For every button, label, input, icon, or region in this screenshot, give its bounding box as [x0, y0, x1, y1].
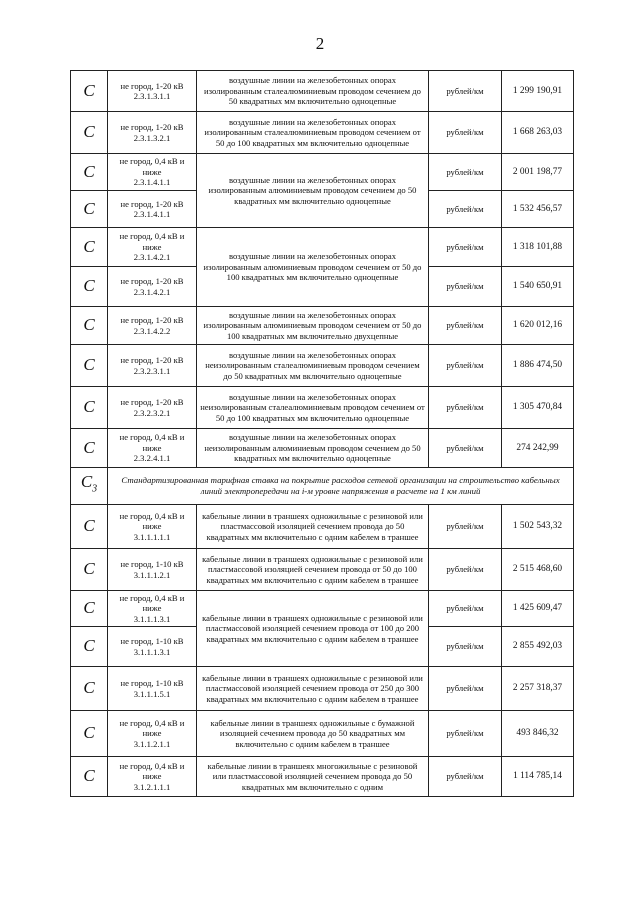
description: кабельные линии в траншеях одножильные с резиновой или пластмассовой изоляцией сечением провода от 100 до 200 квадратных мм включительно с одним кабелем в траншее	[197, 591, 429, 667]
rate-code: 2.3.1.3.1.1	[133, 91, 171, 101]
rate-symbol: C	[71, 267, 108, 307]
unit: рублей/км	[429, 112, 502, 154]
voltage-level: не город, 1-20 кВ	[120, 355, 184, 366]
voltage-level-cell	[108, 154, 197, 191]
rate-code: 2.3.2.3.2.1	[133, 407, 171, 418]
voltage-level: не город, 1-20 кВ	[120, 122, 184, 133]
description: кабельные линии в траншеях одножильные с резиновой или пластмассовой изоляцией сечением провода от 50 до 100 квадратных мм включительно с одним кабелем в траншее	[197, 549, 429, 591]
voltage-level: не город, 0,4 кВ и ниже	[119, 592, 185, 614]
voltage-level: не город, 1-20 кВ	[120, 80, 184, 91]
unit: рублей/км	[429, 505, 502, 549]
table-row	[71, 505, 574, 549]
section-symbol-letter: C	[80, 472, 93, 492]
rate-code: 3.1.2.1.1.1	[133, 781, 171, 792]
unit: рублей/км	[429, 667, 502, 711]
rate-value: 1 886 474,50	[502, 345, 574, 387]
rate-code: 2.3.1.4.2.1	[133, 286, 171, 297]
voltage-level: не город, 0,4 кВ и ниже	[119, 231, 185, 252]
rate-value: 1 502 543,32	[502, 505, 574, 549]
voltage-level: не город, 1-20 кВ	[120, 276, 184, 287]
unit: рублей/км	[429, 627, 502, 667]
table-row	[71, 112, 574, 154]
description: воздушные линии на железобетонных опорах неизолированным сталеалюминиевым проводом сечением от 50 до 100 квадратных мм включительно одноцепные	[197, 387, 429, 429]
description: воздушные линии на железобетонных опорах неизолированным сталеалюминиевым проводом сечением до 50 квадратных мм включительно одноцепные	[197, 345, 429, 387]
description: кабельные линии в траншеях многожильные с резиновой или пластмассовой изоляцией сечением провода до 50 квадратных мм включительно с одним	[197, 757, 429, 797]
voltage-level-cell	[108, 429, 197, 468]
table-row	[71, 711, 574, 757]
unit: рублей/км	[429, 71, 502, 112]
voltage-level: не город, 0,4 кВ и ниже	[119, 510, 185, 532]
unit: рублей/км	[429, 154, 502, 191]
rate-symbol: C	[71, 667, 108, 711]
voltage-level-cell	[108, 191, 197, 228]
rate-symbol: C	[71, 112, 108, 154]
rate-code: 3.1.1.1.5.1	[133, 688, 171, 699]
description: воздушные линии на железобетонных опорах изолированным сталеалюминиевым проводом сечением до 50 квадратных мм включительно одноцепные	[197, 71, 429, 112]
section-symbol-subscript: 3	[92, 483, 98, 495]
voltage-level-cell	[108, 627, 197, 667]
rate-value: 1 540 650,91	[502, 267, 574, 307]
voltage-level: не город, 0,4 кВ и ниже	[119, 717, 185, 739]
description: воздушные линии на железобетонных опорах изолированным алюминиевым проводом сечением от 50 до 100 квадратных мм включительно одноцепные	[197, 228, 429, 307]
table-row	[71, 549, 574, 591]
description: воздушные линии на железобетонных опорах изолированным сталеалюминиевым проводом сечением от 50 до 100 квадратных мм включительно одноцепные	[197, 112, 429, 154]
unit: рублей/км	[429, 228, 502, 267]
table-row	[71, 591, 574, 627]
description: кабельные линии в траншеях одножильные с бумажной изоляцией сечением провода до 50 квадратных мм включительно с одним кабелем в траншее	[197, 711, 429, 757]
description: воздушные линии на железобетонных опорах изолированным алюминиевым проводом сечением от 50 до 100 квадратных мм включительно двухцепные	[197, 307, 429, 345]
section-title: Стандартизированная тарифная ставка на покрытие расходов сетевой организации на строительство кабельных линий электропередачи на i-м уровне напряжения в расчете на 1 км линий	[108, 468, 574, 505]
rate-value: 1 668 263,03	[502, 112, 574, 154]
voltage-level: не город, 0,4 кВ и ниже	[119, 432, 185, 453]
table-row	[71, 228, 574, 267]
voltage-level: не город, 0,4 кВ и ниже	[119, 760, 185, 782]
table-row	[71, 154, 574, 191]
rate-symbol: C	[71, 627, 108, 667]
rate-value: 2 855 492,03	[502, 627, 574, 667]
page-number: 2	[315, 34, 325, 53]
rate-symbol: C	[71, 228, 108, 267]
tariff-table	[70, 70, 574, 797]
unit: рублей/км	[429, 549, 502, 591]
voltage-level-cell	[108, 667, 197, 711]
rate-code: 2.3.1.4.2.1	[133, 252, 171, 263]
rate-code: 2.3.1.4.1.1	[133, 177, 171, 188]
table-row	[71, 71, 574, 112]
rate-code: 2.3.1.4.2.2	[133, 325, 171, 336]
voltage-level: не город, 1-10 кВ	[120, 636, 184, 647]
description: воздушные линии на железобетонных опорах изолированным алюминиевым проводом сечением до 50 квадратных мм включительно одноцепные	[197, 154, 429, 228]
unit: рублей/км	[429, 387, 502, 429]
unit: рублей/км	[429, 711, 502, 757]
description: воздушные линии на железобетонных опорах неизолированным алюминиевым проводом сечением до 50 квадратных мм включительно одноцепные	[197, 429, 429, 468]
rate-symbol: C	[71, 387, 108, 429]
rate-symbol: C	[71, 757, 108, 797]
voltage-level: не город, 0,4 кВ и ниже	[119, 156, 185, 177]
voltage-level: не город, 1-10 кВ	[120, 678, 184, 689]
rate-symbol: C	[71, 591, 108, 627]
voltage-level-cell	[108, 345, 197, 387]
voltage-level-cell	[108, 757, 197, 797]
voltage-level-cell	[108, 505, 197, 549]
voltage-level-cell	[108, 228, 197, 267]
rate-code: 3.1.1.1.3.1	[133, 646, 171, 657]
description: кабельные линии в траншеях одножильные с резиновой или пластмассовой изоляцией сечением провода до 50 квадратных мм включительно с одним кабелем в траншее	[197, 505, 429, 549]
voltage-level-cell	[108, 267, 197, 307]
rate-value: 2 515 468,60	[502, 549, 574, 591]
unit: рублей/км	[429, 307, 502, 345]
rate-symbol: C	[71, 429, 108, 468]
voltage-level: не город, 1-10 кВ	[120, 559, 184, 570]
table-row	[71, 387, 574, 429]
rate-value: 1 532 456,57	[502, 191, 574, 228]
rate-symbol: C	[71, 345, 108, 387]
section-header-row	[71, 468, 574, 505]
voltage-level: не город, 1-20 кВ	[120, 315, 184, 326]
rate-value: 274 242,99	[502, 429, 574, 468]
rate-code: 3.1.1.1.1.1	[133, 531, 171, 542]
unit: рублей/км	[429, 345, 502, 387]
rate-symbol: C	[71, 191, 108, 228]
unit: рублей/км	[429, 267, 502, 307]
rate-symbol: C	[71, 711, 108, 757]
voltage-level-cell	[108, 71, 197, 112]
table-row	[71, 667, 574, 711]
rate-symbol: C	[71, 505, 108, 549]
rate-code: 3.1.1.1.2.1	[133, 569, 171, 580]
rate-symbol: C	[71, 549, 108, 591]
rate-value: 2 001 198,77	[502, 154, 574, 191]
rate-symbol: C	[71, 307, 108, 345]
voltage-level-cell	[108, 711, 197, 757]
table-row	[71, 757, 574, 797]
rate-value: 1 299 190,91	[502, 71, 574, 112]
table-row	[71, 307, 574, 345]
rate-code: 2.3.1.3.2.1	[133, 132, 171, 143]
voltage-level-cell	[108, 112, 197, 154]
unit: рублей/км	[429, 191, 502, 228]
rate-symbol: C	[71, 154, 108, 191]
rate-code: 3.1.1.1.3.1	[133, 613, 171, 624]
voltage-level-cell	[108, 591, 197, 627]
voltage-level: не город, 1-20 кВ	[120, 198, 184, 209]
rate-code: 2.3.2.4.1.1	[133, 453, 171, 464]
description: кабельные линии в траншеях одножильные с резиновой или пластмассовой изоляцией сечением провода от 250 до 300 квадратных мм включительно с одним кабелем в траншее	[197, 667, 429, 711]
section-symbol	[71, 468, 108, 505]
voltage-level-cell	[108, 549, 197, 591]
rate-code: 2.3.1.4.1.1	[133, 209, 171, 219]
table-row	[71, 429, 574, 468]
rate-symbol: C	[71, 71, 108, 112]
rate-value: 1 305 470,84	[502, 387, 574, 429]
rate-value: 1 114 785,14	[502, 757, 574, 797]
table-row	[71, 345, 574, 387]
rate-value: 493 846,32	[502, 711, 574, 757]
rate-code: 2.3.2.3.1.1	[133, 365, 171, 376]
rate-code: 3.1.1.2.1.1	[133, 738, 171, 749]
rate-value: 1 425 609,47	[502, 591, 574, 627]
rate-value: 1 620 012,16	[502, 307, 574, 345]
rate-value: 1 318 101,88	[502, 228, 574, 267]
voltage-level: не город, 1-20 кВ	[120, 397, 184, 408]
rate-value: 2 257 318,37	[502, 667, 574, 711]
voltage-level-cell	[108, 307, 197, 345]
unit: рублей/км	[429, 591, 502, 627]
unit: рублей/км	[429, 429, 502, 468]
unit: рублей/км	[429, 757, 502, 797]
voltage-level-cell	[108, 387, 197, 429]
